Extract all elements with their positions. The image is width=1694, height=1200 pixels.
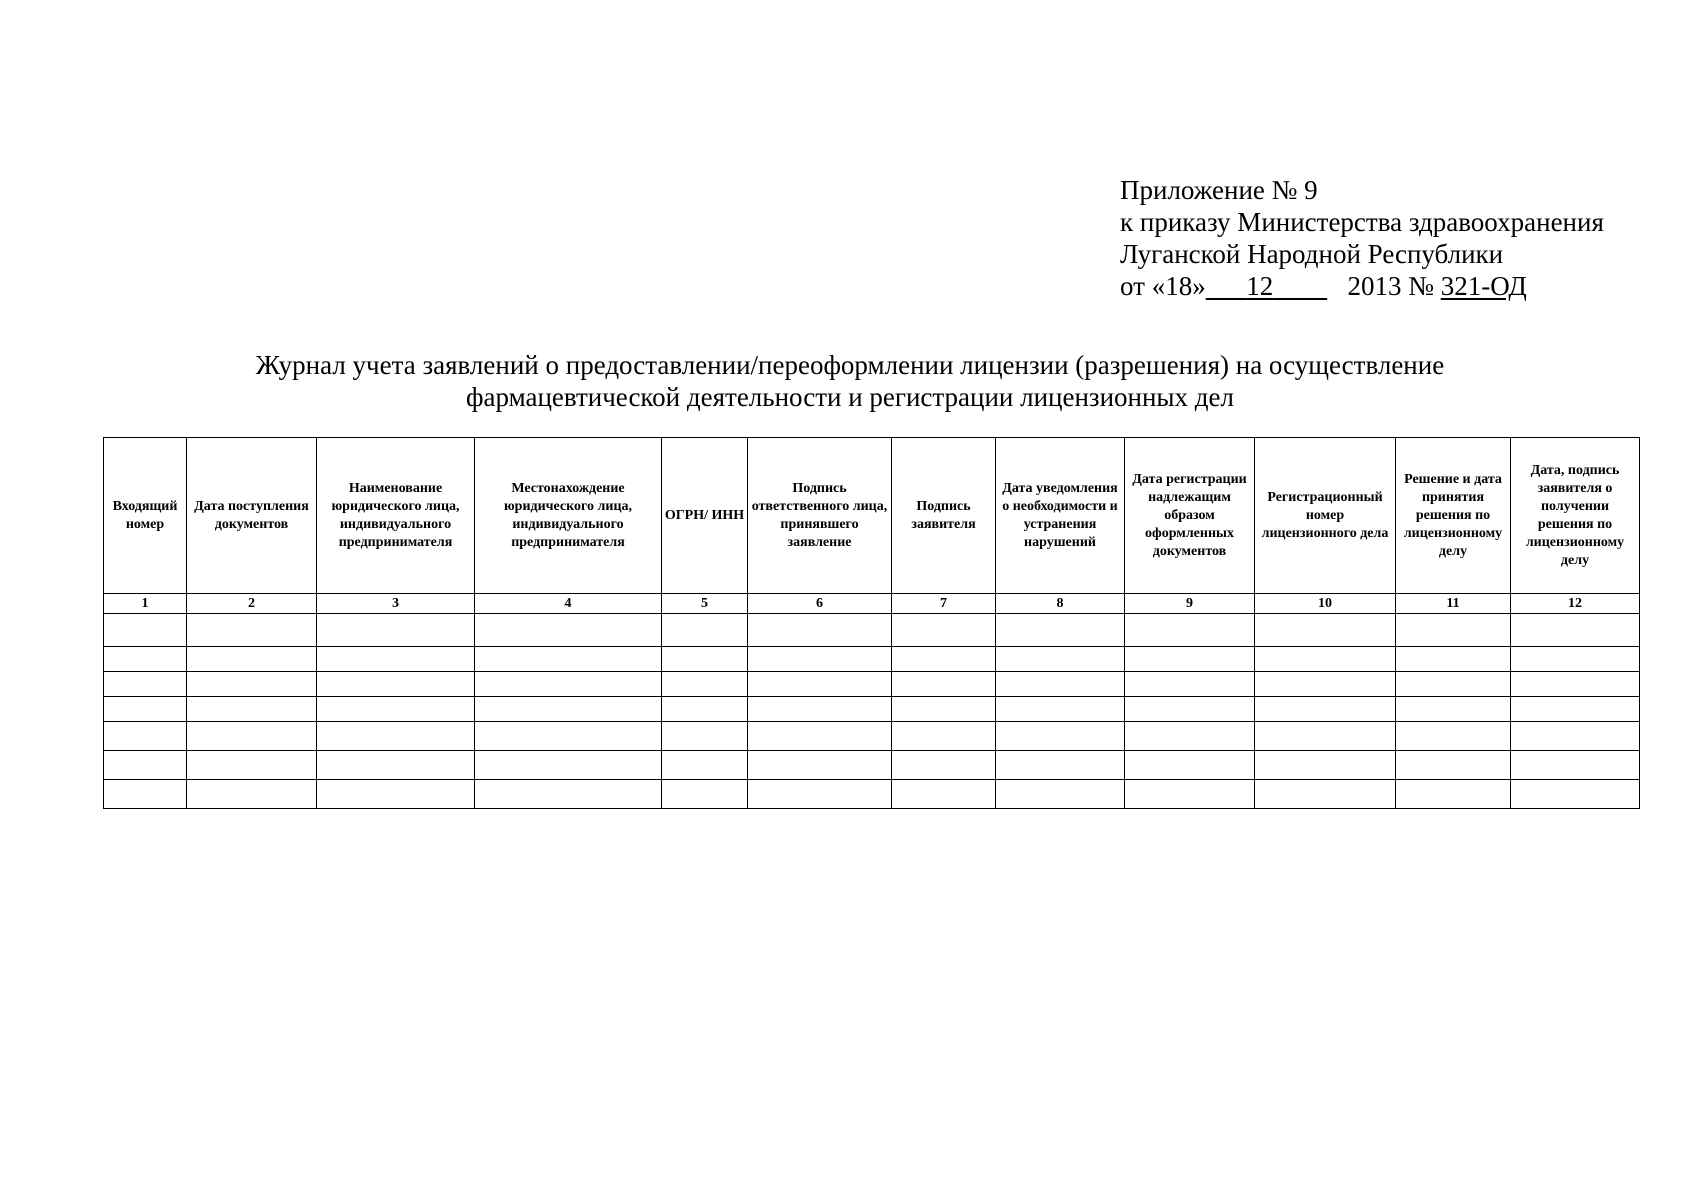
table-cell — [475, 672, 662, 697]
table-cell — [996, 722, 1125, 751]
table-cell — [996, 672, 1125, 697]
table-cell — [996, 647, 1125, 672]
header-cell: Местонахождение юридического лица, индивидуального предпринимателя — [475, 438, 662, 594]
table-row — [104, 697, 1640, 722]
header-cell: Наименование юридического лица, индивидуального предпринимателя — [317, 438, 475, 594]
column-number: 7 — [892, 594, 996, 614]
header-cell: Дата уведомления о необходимости и устранения нарушений — [996, 438, 1125, 594]
table-cell — [1511, 672, 1640, 697]
table-cell — [1511, 697, 1640, 722]
table-cell — [317, 647, 475, 672]
table-cell — [1396, 780, 1511, 809]
table-cell — [1396, 722, 1511, 751]
table-cell — [187, 722, 317, 751]
table-cell — [748, 751, 892, 780]
table-cell — [187, 780, 317, 809]
table-cell — [892, 614, 996, 647]
column-number-row — [104, 594, 1640, 614]
table-cell — [104, 672, 187, 697]
journal-table — [103, 437, 1640, 809]
table-cell — [317, 780, 475, 809]
table-cell — [892, 780, 996, 809]
table-cell — [187, 751, 317, 780]
table-cell — [187, 614, 317, 647]
table-cell — [1396, 751, 1511, 780]
table-cell — [317, 722, 475, 751]
table-cell — [996, 780, 1125, 809]
table-cell — [892, 672, 996, 697]
table-cell — [892, 647, 996, 672]
table-cell — [1511, 614, 1640, 647]
column-number: 9 — [1125, 594, 1255, 614]
table-cell — [317, 751, 475, 780]
column-number: 11 — [1396, 594, 1511, 614]
column-number: 2 — [187, 594, 317, 614]
appendix-number: Приложение № 9 — [1120, 175, 1318, 205]
table-cell — [662, 780, 748, 809]
table-cell — [662, 751, 748, 780]
table-cell — [1255, 672, 1396, 697]
table-cell — [892, 751, 996, 780]
header-cell: Решение и дата принятия решения по лицензионному делу — [1396, 438, 1511, 594]
table-cell — [748, 722, 892, 751]
date-year: 2013 № — [1347, 271, 1434, 301]
appendix-republic: Луганской Народной Республики — [1120, 239, 1504, 269]
table-cell — [1255, 780, 1396, 809]
header-cell: Подпись ответственного лица, принявшего заявление — [748, 438, 892, 594]
table-cell — [475, 614, 662, 647]
table-cell — [662, 722, 748, 751]
table-cell — [1396, 614, 1511, 647]
table-cell — [104, 722, 187, 751]
table-cell — [748, 697, 892, 722]
header-cell: ОГРН/ ИНН — [662, 438, 748, 594]
table-row — [104, 672, 1640, 697]
date-prefix: от «18» — [1120, 271, 1206, 301]
column-number: 6 — [748, 594, 892, 614]
date-month: 12 — [1246, 271, 1274, 301]
table-cell — [317, 614, 475, 647]
table-cell — [996, 751, 1125, 780]
order-number: 321-ОД — [1440, 271, 1527, 301]
table-cell — [475, 697, 662, 722]
appendix-block — [1120, 174, 1604, 302]
table-cell — [1255, 647, 1396, 672]
table-cell — [1396, 672, 1511, 697]
table-cell — [748, 780, 892, 809]
table-cell — [748, 672, 892, 697]
table-cell — [1125, 697, 1255, 722]
table-cell — [996, 697, 1125, 722]
table-cell — [996, 614, 1125, 647]
table-row — [104, 614, 1640, 647]
table-cell — [475, 722, 662, 751]
table-cell — [104, 614, 187, 647]
table-cell — [892, 697, 996, 722]
header-cell: Дата, подпись заявителя о получении решения по лицензионному делу — [1511, 438, 1640, 594]
header-cell: Входящий номер — [104, 438, 187, 594]
header-cell: Регистрационный номер лицензионного дела — [1255, 438, 1396, 594]
header-row — [104, 438, 1640, 594]
table-cell — [475, 780, 662, 809]
table-row — [104, 647, 1640, 672]
column-number: 3 — [317, 594, 475, 614]
table-cell — [1511, 751, 1640, 780]
column-number: 1 — [104, 594, 187, 614]
table-cell — [1125, 647, 1255, 672]
table-cell — [104, 697, 187, 722]
table-cell — [104, 647, 187, 672]
column-number: 8 — [996, 594, 1125, 614]
column-number: 5 — [662, 594, 748, 614]
table-row — [104, 722, 1640, 751]
table-cell — [1125, 672, 1255, 697]
header-cell: Подпись заявителя — [892, 438, 996, 594]
table-cell — [892, 722, 996, 751]
table-cell — [1511, 647, 1640, 672]
table-cell — [1396, 647, 1511, 672]
table-cell — [104, 780, 187, 809]
header-cell: Дата регистрации надлежащим образом оформленных документов — [1125, 438, 1255, 594]
table-cell — [662, 614, 748, 647]
table-cell — [1125, 722, 1255, 751]
table-cell — [662, 647, 748, 672]
table-cell — [1255, 614, 1396, 647]
appendix-order-ref: к приказу Министерства здравоохранения — [1120, 207, 1604, 237]
title-line-2: фармацевтической деятельности и регистрации лицензионных дел — [466, 382, 1234, 412]
table-cell — [104, 751, 187, 780]
document-title — [100, 349, 1600, 413]
column-number: 4 — [475, 594, 662, 614]
table-cell — [1125, 780, 1255, 809]
table-cell — [1511, 780, 1640, 809]
table-cell — [475, 647, 662, 672]
column-number: 10 — [1255, 594, 1396, 614]
table-cell — [475, 751, 662, 780]
table-cell — [187, 647, 317, 672]
table-cell — [1255, 722, 1396, 751]
table-cell — [662, 697, 748, 722]
empty-rows — [104, 614, 1640, 809]
table-cell — [748, 614, 892, 647]
table-cell — [187, 672, 317, 697]
table-row — [104, 780, 1640, 809]
table-cell — [1125, 614, 1255, 647]
appendix-date-line — [1120, 270, 1604, 302]
table-cell — [1255, 697, 1396, 722]
table-cell — [187, 697, 317, 722]
table-cell — [1396, 697, 1511, 722]
title-line-1: Журнал учета заявлений о предоставлении/переоформлении лицензии (разрешения) на осуществление — [255, 350, 1445, 380]
table-cell — [1255, 751, 1396, 780]
column-number: 12 — [1511, 594, 1640, 614]
table-cell — [662, 672, 748, 697]
table-cell — [1125, 751, 1255, 780]
table-cell — [748, 647, 892, 672]
table-cell — [317, 672, 475, 697]
table-row — [104, 751, 1640, 780]
header-cell: Дата поступления документов — [187, 438, 317, 594]
table-cell — [1511, 722, 1640, 751]
table-cell — [317, 697, 475, 722]
